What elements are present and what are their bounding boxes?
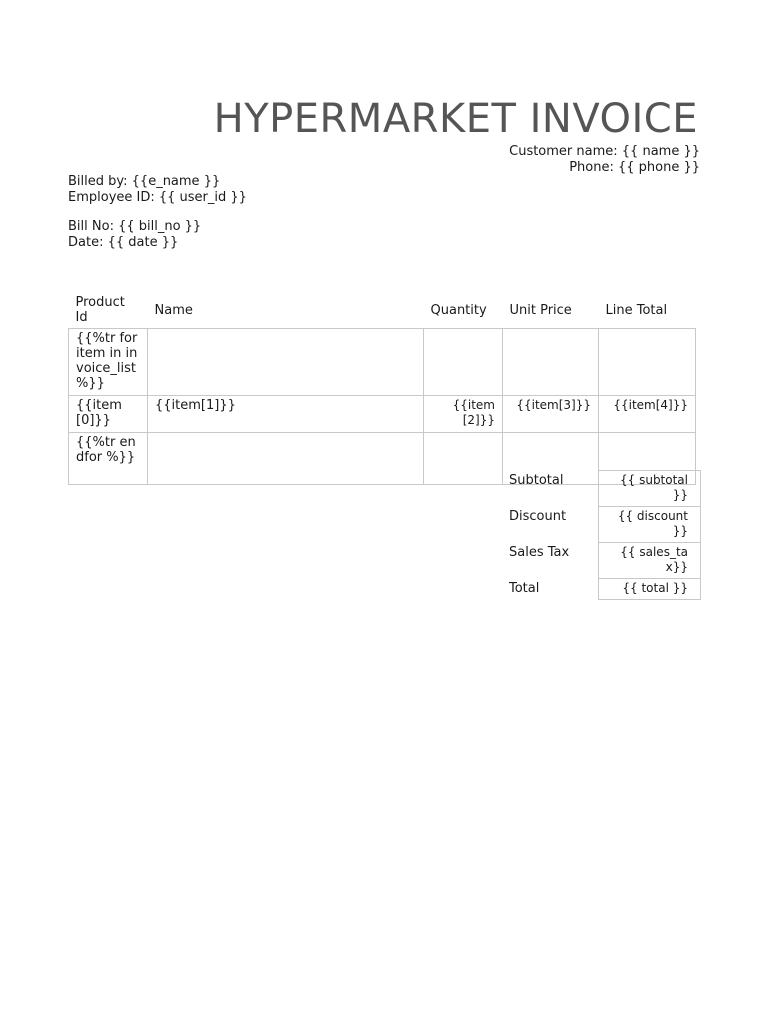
header-quantity: Quantity	[430, 302, 487, 318]
table-cell	[503, 329, 599, 396]
header-product-id: Product Id	[75, 295, 125, 325]
sales-tax-value: {{ sales_tax}}	[599, 543, 701, 579]
total-row	[502, 579, 701, 600]
table-row	[69, 329, 696, 396]
subtotal-label: Subtotal	[509, 472, 564, 488]
sales-tax-label: Sales Tax	[509, 544, 570, 560]
total-value: {{ total }}	[599, 579, 701, 600]
table-cell	[599, 329, 696, 396]
sales-tax-row	[502, 543, 701, 579]
invoice-title: HYPERMARKET INVOICE	[213, 96, 698, 142]
items-table	[68, 293, 696, 485]
header-line-total: Line Total	[605, 302, 668, 318]
employee-id: Employee ID: {{ user_id }}	[68, 190, 247, 205]
table-cell	[148, 433, 424, 485]
discount-label: Discount	[509, 508, 567, 524]
total-label: Total	[509, 580, 540, 596]
customer-phone: Phone: {{ phone }}	[569, 160, 700, 175]
billed-by: Billed by: {{e_name }}	[68, 174, 221, 189]
table-row	[69, 396, 696, 433]
table-cell	[424, 433, 503, 485]
for-loop-tag: {{%tr for item in invoice_list %}}	[69, 329, 148, 396]
endfor-tag: {{%tr endfor %}}	[69, 433, 148, 485]
bill-info	[68, 219, 201, 251]
customer-name: Customer name: {{ name }}	[509, 144, 700, 159]
table-cell	[148, 329, 424, 396]
discount-row	[502, 507, 701, 543]
subtotal-row	[502, 471, 701, 507]
bill-date: Date: {{ date }}	[68, 235, 179, 250]
biller-info	[68, 174, 247, 206]
subtotal-value: {{ subtotal }}	[599, 471, 701, 507]
bill-number: Bill No: {{ bill_no }}	[68, 219, 202, 234]
table-header-row	[69, 293, 696, 329]
discount-value: {{ discount }}	[599, 507, 701, 543]
header-unit-price: Unit Price	[509, 302, 572, 318]
customer-info	[509, 144, 700, 176]
item-name: {{item[1]}}	[148, 396, 424, 433]
header-name: Name	[154, 302, 193, 318]
table-cell	[424, 329, 503, 396]
summary-table	[502, 470, 701, 600]
item-line-total: {{item[4]}}	[599, 396, 696, 433]
item-product-id: {{item[0]}}	[69, 396, 148, 433]
item-unit-price: {{item[3]}}	[503, 396, 599, 433]
item-quantity: {{item[2]}}	[424, 396, 503, 433]
